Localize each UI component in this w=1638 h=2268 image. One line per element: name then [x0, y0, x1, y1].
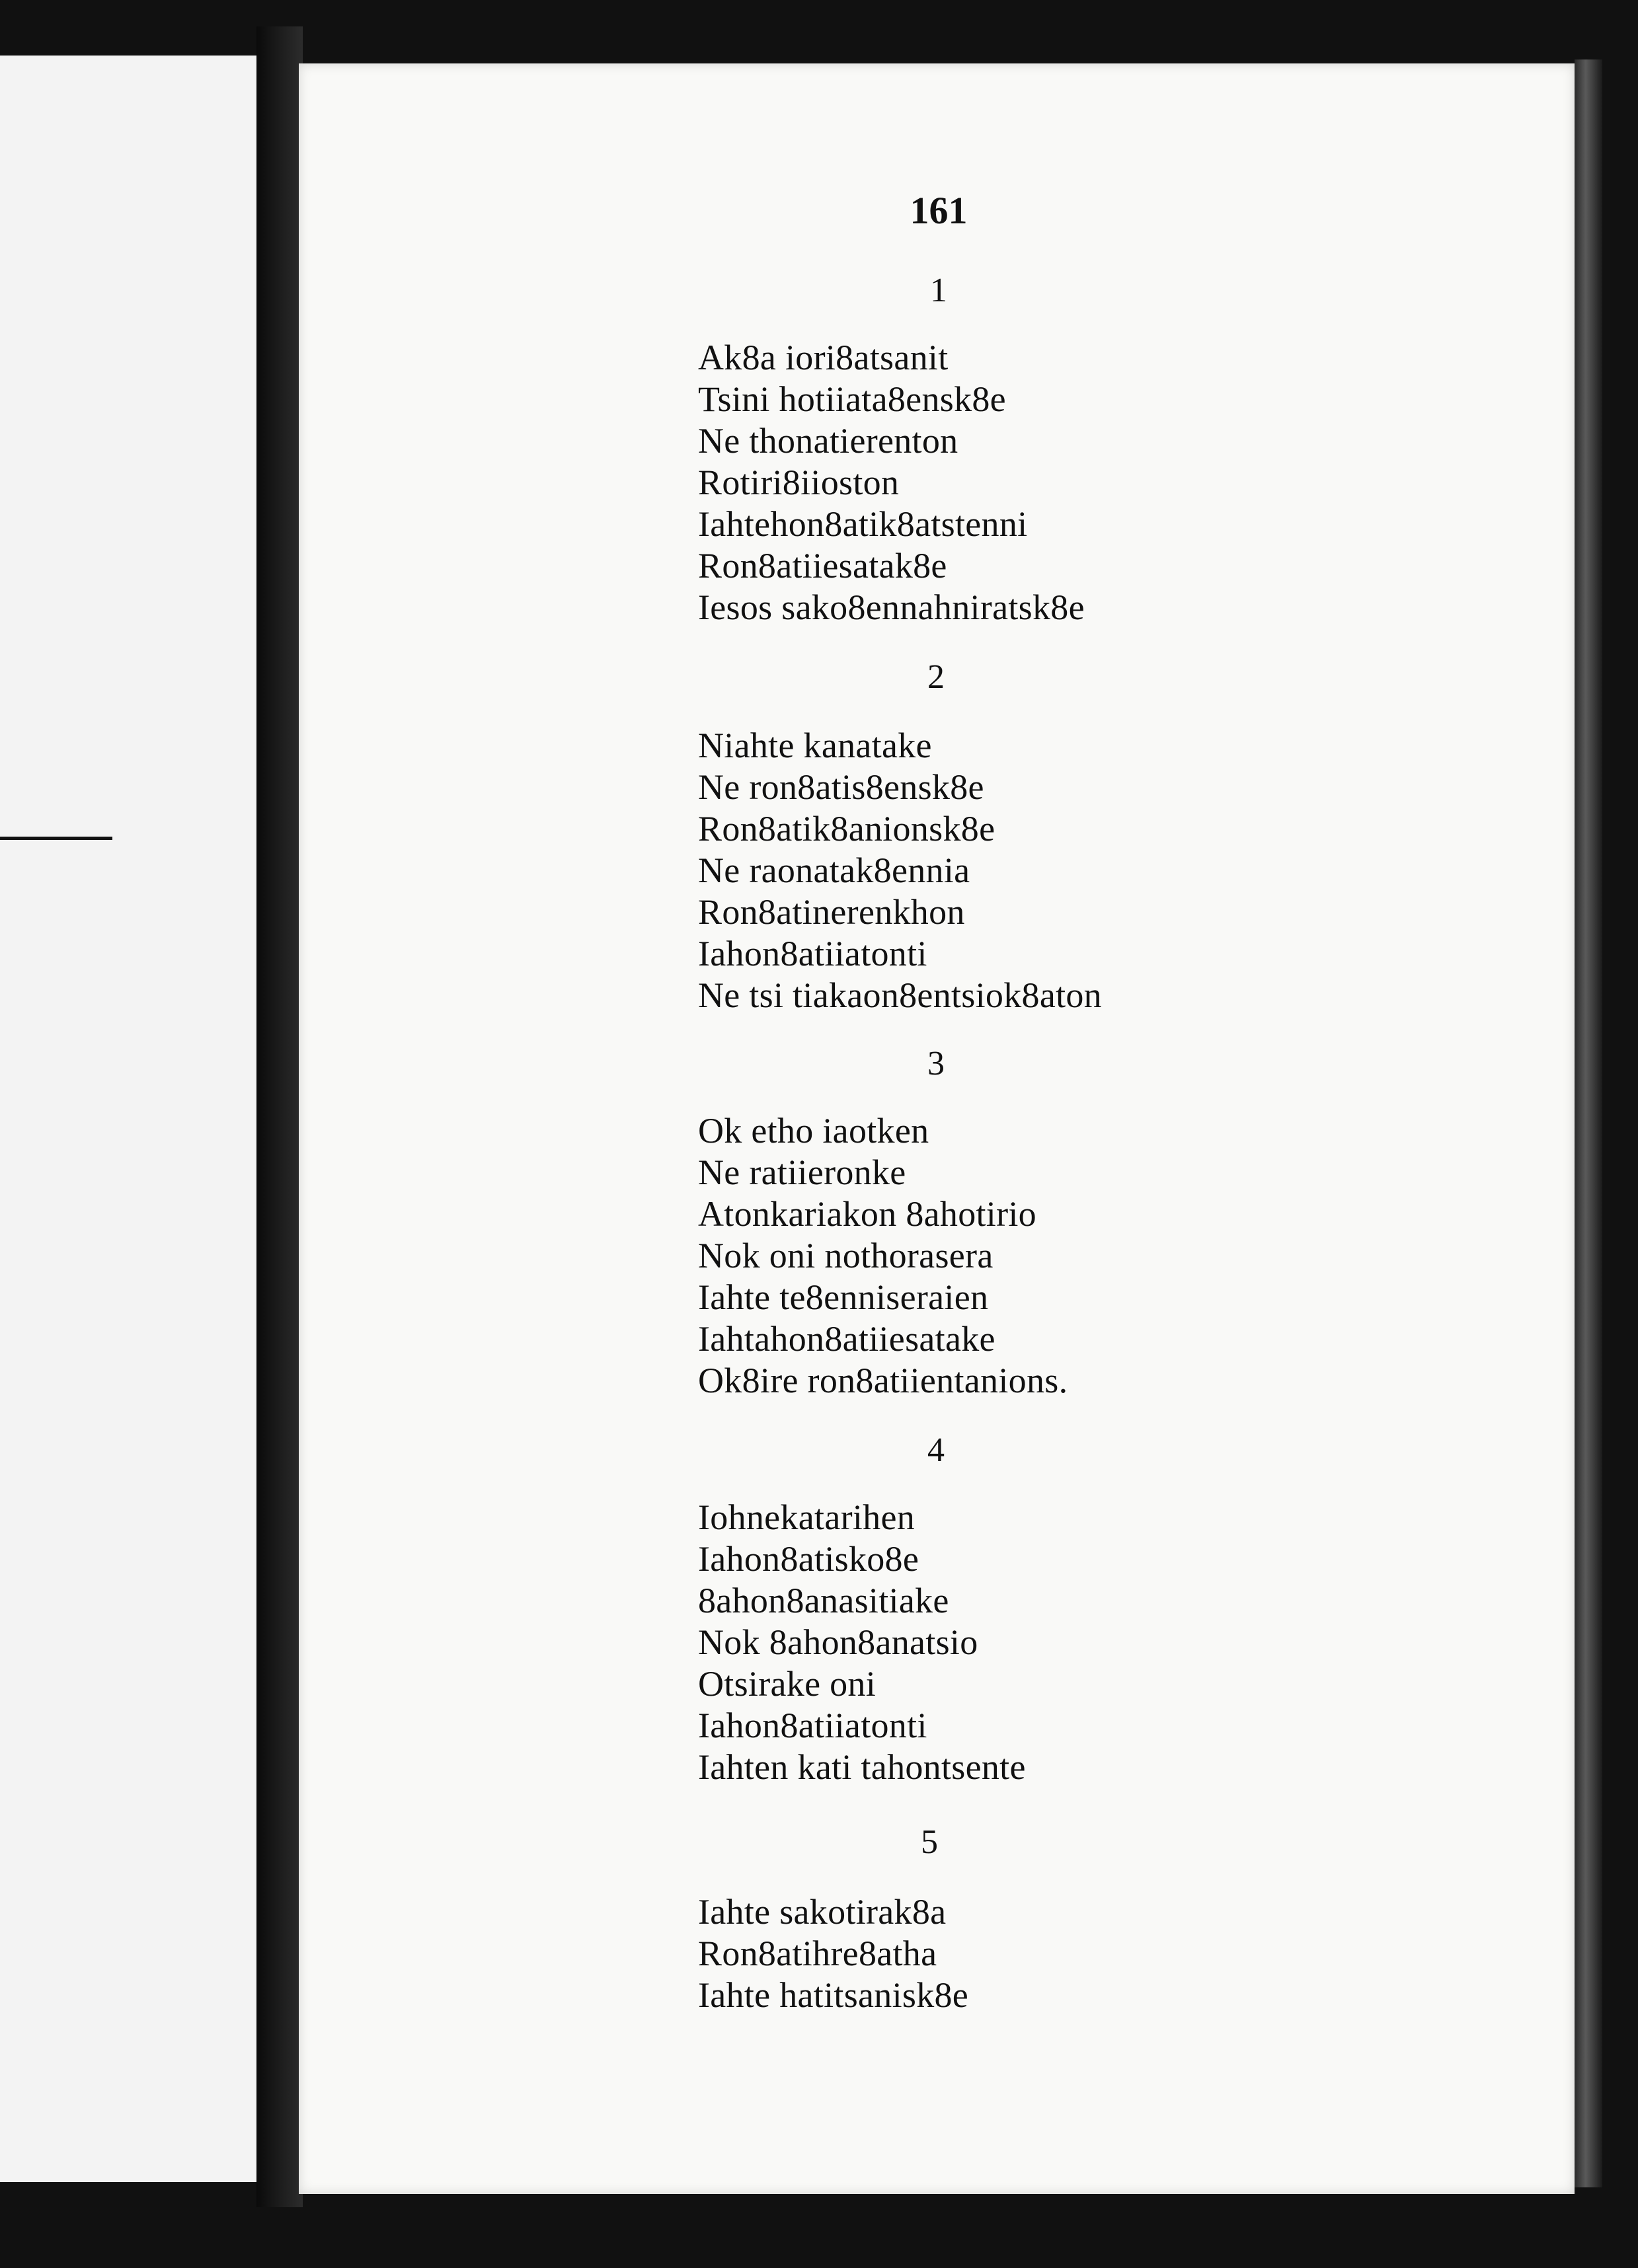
stanza-2 [698, 725, 1359, 1016]
verse-line: Iesos sako8ennahniratsk8e [698, 587, 1085, 627]
verse-line: Ok etho iaotken [698, 1111, 929, 1151]
stanza-5 [698, 1891, 1359, 2016]
stanza-number-5: 5 [921, 1823, 938, 1861]
left-page [0, 56, 256, 2182]
stanza-number-3: 3 [927, 1045, 945, 1082]
verse-line: Rotiri8iioston [698, 463, 900, 502]
stanza-number-1: 1 [930, 272, 947, 309]
verse-line: Iahte hatitsanisk8e [698, 1975, 969, 2015]
verse-line: Atonkariakon 8ahotirio [698, 1194, 1036, 1234]
verse-line: Ron8atinerenkhon [698, 892, 965, 932]
verse-line: Niahte kanatake [698, 726, 932, 765]
verse-line: Iahte sakotirak8a [698, 1892, 947, 1932]
verse-line: Ron8atik8anionsk8e [698, 809, 995, 849]
verse-line: Iohnekatarihen [698, 1497, 916, 1537]
page-edge [1575, 59, 1602, 2187]
verse-line: Nok 8ahon8anatsio [698, 1622, 978, 1662]
verse-line: Ne thonatierenton [698, 421, 958, 461]
verse-line: Ne raonatak8ennia [698, 850, 970, 890]
verse-line: 8ahon8anasitiake [698, 1581, 949, 1620]
page-number: 161 [910, 189, 968, 232]
stanza-number-2: 2 [927, 658, 945, 696]
verse-line: Otsirake oni [698, 1664, 877, 1704]
verse-line: Iahte te8enniseraien [698, 1277, 989, 1317]
verse-line: Ron8atiiesatak8e [698, 546, 947, 586]
stanza-1 [698, 337, 1359, 628]
verse-line: Iahtahon8atiiesatake [698, 1319, 995, 1359]
left-page-rule [0, 837, 112, 840]
verse-line: Ne ron8atis8ensk8e [698, 767, 984, 807]
verse-line: Ak8a iori8atsanit [698, 338, 949, 377]
stanza-number-4: 4 [927, 1431, 945, 1469]
verse-line: Iahten kati tahontsente [698, 1747, 1026, 1787]
verse-line: Tsini hotiiata8ensk8e [698, 379, 1006, 419]
verse-line: Iahon8atiiatonti [698, 1706, 927, 1745]
verse-line: Ok8ire ron8atiientanions. [698, 1361, 1068, 1400]
verse-line: Ron8atihre8atha [698, 1934, 937, 1973]
verse-line: Iahon8atisko8e [698, 1539, 919, 1579]
book-spine [256, 26, 303, 2207]
verse-line: Ne ratiieronke [698, 1153, 906, 1192]
verse-line: Nok oni nothorasera [698, 1236, 994, 1275]
verse-line: Iahtehon8atik8atstenni [698, 504, 1028, 544]
stanza-3 [698, 1110, 1359, 1402]
stanza-4 [698, 1497, 1359, 1788]
verse-line: Iahon8atiiatonti [698, 934, 927, 973]
verse-line: Ne tsi tiakaon8entsiok8aton [698, 975, 1102, 1015]
